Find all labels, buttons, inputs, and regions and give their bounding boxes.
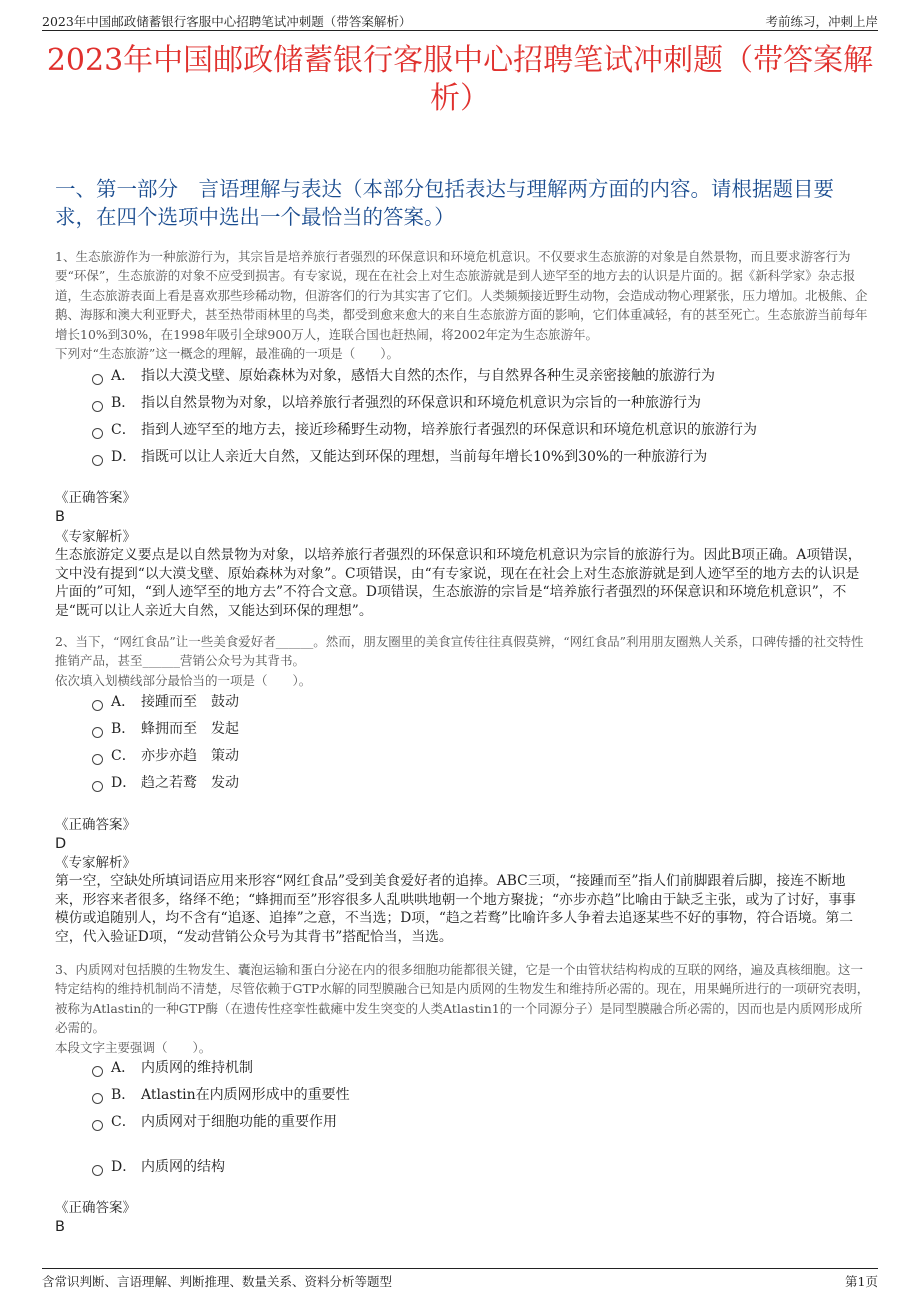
page-number: 第1页	[845, 1274, 878, 1289]
page-header	[42, 8, 878, 31]
question-2-passage	[55, 632, 872, 690]
radio-icon[interactable]	[92, 727, 103, 738]
question-1-option-c[interactable]: C． 指到人迹罕至的地方去，接近珍稀野生动物，培养旅行者强烈的环保意识和环境危机意识的旅游行为	[92, 419, 880, 441]
question-3-option-c[interactable]: C． 内质网对于细胞功能的重要作用	[92, 1111, 880, 1133]
question-2-option-c[interactable]: C． 亦步亦趋 策动	[92, 745, 880, 767]
question-1-option-b[interactable]: B． 指以自然景物为对象，以培养旅行者强烈的环保意识和环境危机意识为宗旨的一种旅游行为	[92, 392, 880, 414]
radio-icon[interactable]	[92, 1093, 103, 1104]
question-1-option-a[interactable]: A． 指以大漠戈壁、原始森林为对象，感悟大自然的杰作，与自然界各种生灵亲密接触的旅游行为	[92, 365, 880, 387]
question-3-answer: B	[55, 1219, 65, 1235]
footer-note: 含常识判断、言语理解、判断推理、数量关系、资料分析等题型	[42, 1274, 393, 1289]
question-3-answer-label: 《正确答案》	[55, 1200, 136, 1216]
question-1-prompt: 下列对“生态旅游”这一概念的理解，最准确的一项是（ ）。	[55, 346, 400, 362]
radio-icon[interactable]	[92, 1120, 103, 1131]
question-2-prompt: 依次填入划横线部分最恰当的一项是（ ）。	[55, 672, 312, 688]
question-3-option-b[interactable]: B． Atlastin在内质网形成中的重要性	[92, 1084, 880, 1106]
radio-icon[interactable]	[92, 781, 103, 792]
question-2-text: 2、当下，“网红食品”让一些美食爱好者______。然而，朋友圈里的美食宣传往往真假莫辨，“网红食品”利用朋友圈熟人关系，口碑传播的社交特性推销产品，甚至______营销公众号为其背书。	[55, 634, 864, 669]
radio-icon[interactable]	[92, 1165, 103, 1176]
radio-icon[interactable]	[92, 455, 103, 466]
question-1-answer: B	[55, 509, 65, 525]
question-3-prompt: 本段文字主要强调（ ）。	[55, 1039, 212, 1055]
question-1-passage	[55, 247, 872, 363]
radio-icon[interactable]	[92, 401, 103, 412]
question-1-text: 1、生态旅游作为一种旅游行为，其宗旨是培养旅行者强烈的环保意识和环境危机意识。不仅要求生态旅游的对象是自然景物，而且要求游客行为要“环保”，生态旅游的对象不应受到损害。有专家说，现在在社会上对生态旅游就是到人迹罕至的地方去的认识是片面的。据《新科学家》杂志报道，生态旅游表面上看是喜欢那些珍稀动物，但游客们的行为其实害了它们。人类频频接近野生动物，会造成动物心理紧张，压力增加。北极熊、企鹅、海豚和澳大利亚野犬，甚至热带雨林里的鸟类，都受到愈来愈大的来自生态旅游方面的影响，它们体重减轻，有的甚至死亡。生态旅游当前每年增长10%到30%，在1998年吸引全球900万人，连联合国也赶热闹，将2002年定为生态旅游年。	[55, 249, 868, 342]
question-3-option-d[interactable]: D． 内质网的结构	[92, 1156, 880, 1178]
question-2-analysis-label: 《专家解析》	[55, 855, 136, 871]
question-2-option-d[interactable]: D． 趋之若鹜 发动	[92, 772, 880, 794]
question-2-analysis: 第一空，空缺处所填词语应用来形容“网红食品”受到美食爱好者的追捧。ABC三项，“接踵而至”指人们前脚跟着后脚，接连不断地来，形容来者很多，络绎不绝；“蜂拥而至”形容很多人乱哄哄地朝一个地方聚拢；“亦步亦趋”比喻由于缺乏主张，或为了讨好，事事模仿或追随别人，均不含有“追逐、追捧”之意，不当选；D项，“趋之若鹜”比喻许多人争着去追逐某些不好的事物，符合语境。第二空，代入验证D项，“发动营销公众号为其背书”搭配恰当，当选。	[55, 873, 856, 945]
radio-icon[interactable]	[92, 374, 103, 385]
radio-icon[interactable]	[92, 428, 103, 439]
radio-icon[interactable]	[92, 1066, 103, 1077]
header-title: 2023年中国邮政储蓄银行客服中心招聘笔试冲刺题（带答案解析）	[42, 14, 412, 29]
question-3-passage	[55, 960, 872, 1057]
section-heading: 一、第一部分 言语理解与表达（本部分包括表达与理解两方面的内容。请根据题目要求，在四个选项中选出一个最恰当的答案。）	[55, 177, 834, 229]
question-1-answer-label: 《正确答案》	[55, 490, 136, 506]
question-2-option-b[interactable]: B． 蜂拥而至 发起	[92, 718, 880, 740]
radio-icon[interactable]	[92, 754, 103, 765]
header-slogan: 考前练习，冲刺上岸	[765, 14, 878, 29]
question-3-option-a[interactable]: A． 内质网的维持机制	[92, 1057, 880, 1079]
question-2-answer-label: 《正确答案》	[55, 817, 136, 833]
question-2-answer: D	[55, 836, 67, 852]
document-title: 2023年中国邮政储蓄银行客服中心招聘笔试冲刺题（带答案解析）	[46, 43, 874, 116]
radio-icon[interactable]	[92, 700, 103, 711]
question-2-option-a[interactable]: A． 接踵而至 鼓动	[92, 691, 880, 713]
question-1-analysis-label: 《专家解析》	[55, 529, 136, 545]
question-1-analysis: 生态旅游定义要点是以自然景物为对象，以培养旅行者强烈的环保意识和环境危机意识为宗旨的旅游行为。因此B项正确。A项错误，文中没有提到“以大漠戈壁、原始森林为对象”。C项错误，由“有专家说，现在在社会上对生态旅游就是到人迹罕至的地方去的认识是片面的”可知，“到人迹罕至的地方去”不符合文意。D项错误，生态旅游的宗旨是“培养旅行者强烈的环保意识和环境危机意识”，不是“既可以让人亲近大自然，又能达到环保的理想”。	[55, 547, 862, 619]
question-3-text: 3、内质网对包括膜的生物发生、囊泡运输和蛋白分泌在内的很多细胞功能都很关键，它是一个由管状结构构成的互联的网络，遍及真核细胞。这一特定结构的维持机制尚不清楚，尽管依赖于GTP水解的同型膜融合已知是内质网的生物发生和维持所必需的。现在，用果蝇所进行的一项研究表明，被称为Atlastin的一种GTP酶（在遗传性痉挛性截瘫中发生突变的人类Atlastin1的一个同源分子）是同型膜融合所必需的，因而也是内质网形成所必需的。	[55, 962, 870, 1036]
page-footer	[42, 1268, 878, 1289]
question-1-option-d[interactable]: D． 指既可以让人亲近大自然，又能达到环保的理想，当前每年增长10%到30%的一种旅游行为	[92, 446, 880, 468]
